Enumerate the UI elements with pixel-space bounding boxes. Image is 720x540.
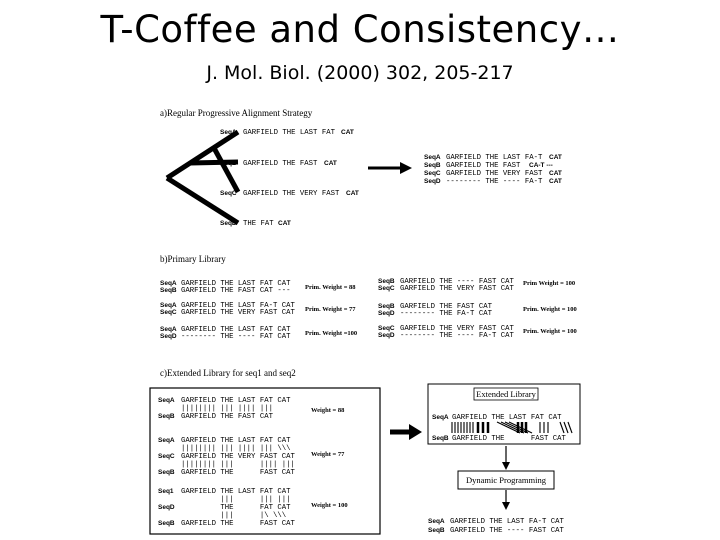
tree-seq-text: GARFIELD THE VERY FAST [243, 190, 340, 198]
match-bars: |||||||| ||| |||| ||| [181, 405, 273, 413]
arrow-right-icon [390, 424, 422, 440]
section-c-label: c)Extended Library for seq1 and seq2 [160, 368, 296, 378]
tree-seq-cat: CAT [346, 190, 359, 197]
match-bars: ||| |\ \\\ [181, 512, 287, 520]
pair-seq-text: GARFIELD THE FAST CAT --- [181, 287, 291, 295]
tree-seq-name: SeqC [220, 190, 237, 197]
ext-seq-text: GARFIELD THE FAST CAT [181, 520, 295, 528]
pair-seq-text: -------- THE FA-T CAT [400, 310, 492, 318]
ext-seq-name: SeqB [158, 520, 175, 527]
final-seq-text: GARFIELD THE ---- FAST CAT [450, 527, 564, 535]
pair-seq-name: SeqD [378, 332, 395, 339]
arrow-down-icon [502, 490, 510, 510]
tree-seq-cat: CAT [324, 160, 337, 167]
tree-seq-name: SeqB [220, 160, 237, 167]
tree-seq-name: SeqA [220, 129, 237, 136]
ext-seq-text: GARFIELD THE LAST FAT CAT [452, 414, 562, 422]
pair-seq-text: GARFIELD THE VERY FAST CAT [400, 285, 514, 293]
match-bars: ||| ||| ||| [181, 496, 291, 504]
ext-seq-text: GARFIELD THE LAST FAT CAT [181, 437, 291, 445]
pair-seq-name: SeqA [160, 302, 177, 309]
arrow-right-icon [368, 162, 412, 174]
ext-seq-text: GARFIELD THE FAST CAT [181, 413, 273, 421]
slide-title: T-Coffee and Consistency… [100, 8, 620, 51]
prim-weight: Prim. Weight =100 [305, 330, 358, 337]
ext-seq-name: SeqC [158, 453, 175, 460]
pair-seq-text: GARFIELD THE LAST FAT CAT [181, 326, 291, 334]
ext-seq-name: SeqB [432, 435, 449, 442]
ext-seq-name: SeqB [158, 469, 175, 476]
pair-seq-name: SeqA [160, 326, 177, 333]
weighted-links [452, 422, 572, 433]
final-alignment [428, 518, 564, 535]
pair-seq-name: SeqC [378, 285, 395, 292]
pair-seq-text: -------- THE ---- FAT CAT [181, 333, 291, 341]
ext-seq-text: THE FAT CAT [181, 504, 291, 512]
ext-seq-text: GARFIELD THE LAST FAT CAT [181, 488, 291, 496]
tree-seq-name: SeqD [220, 220, 237, 227]
result-seq-text: GARFIELD THE FAST [446, 162, 521, 170]
pair-seq-text: GARFIELD THE VERY FAST CAT [400, 325, 514, 333]
tree-seq-text: THE FAT [243, 220, 274, 228]
pair-seq-text: -------- THE ---- FA-T CAT [400, 332, 514, 340]
prim-weight: Prim. Weight = 88 [305, 284, 356, 291]
ext-seq-name: SeqB [158, 413, 175, 420]
ext-weight: Weight = 100 [311, 502, 348, 509]
pair-seq-name: SeqD [378, 310, 395, 317]
match-bars: |||||||| ||| |||| ||| \\\ [181, 445, 291, 453]
tree-seq-cat: CAT [278, 220, 291, 227]
guide-tree [167, 132, 238, 223]
result-seq-name: SeqB [424, 162, 441, 169]
ext-seq-text: GARFIELD THE FAST CAT [181, 469, 295, 477]
pair-seq-name: SeqB [378, 278, 395, 285]
result-seq-cat: CAT [549, 154, 562, 161]
section-b-label: b)Primary Library [160, 254, 226, 264]
pair-seq-text: GARFIELD THE ---- FAST CAT [400, 278, 514, 286]
ext-seq-name: SeqD [158, 504, 175, 511]
prim-weight: Prim. Weight = 100 [523, 306, 577, 313]
ext-seq-text: GARFIELD THE LAST FAT CAT [181, 397, 291, 405]
progressive-alignment-result [424, 154, 562, 186]
primary-library-right [378, 278, 577, 340]
pair-seq-text: GARFIELD THE FAST CAT [400, 303, 492, 311]
final-seq-name: SeqB [428, 527, 445, 534]
pair-seq-name: SeqC [378, 325, 395, 332]
result-seq-cat: CAT [549, 170, 562, 177]
extended-library-groups [158, 397, 348, 528]
extended-library-title: Extended Library [476, 389, 536, 399]
primary-library-left [160, 280, 357, 341]
tree-sequences [220, 129, 359, 228]
pair-seq-name: SeqB [160, 287, 177, 294]
section-a-label: a)Regular Progressive Alignment Strategy [160, 108, 313, 118]
ext-seq-name: SeqA [158, 437, 175, 444]
final-seq-text: GARFIELD THE LAST FA-T CAT [450, 518, 564, 526]
prim-weight: Prim. Weight = 100 [523, 328, 577, 335]
ext-seq-name: SeqA [432, 414, 449, 421]
result-seq-name: SeqC [424, 170, 441, 177]
prim-weight: Prim. Weight = 77 [305, 306, 356, 313]
pair-seq-text: GARFIELD THE LAST FA-T CAT [181, 302, 295, 310]
tree-seq-text: GARFIELD THE LAST FAT [243, 129, 335, 137]
ext-seq-name: SeqA [158, 397, 175, 404]
ext-weight: Weight = 77 [311, 451, 345, 458]
pair-seq-name: SeqC [160, 309, 177, 316]
prim-weight: Prim Weight = 100 [523, 280, 576, 287]
tree-seq-cat: CAT [341, 129, 354, 136]
arrow-down-icon [502, 446, 510, 470]
result-seq-text: -------- THE ---- FA-T [446, 178, 543, 186]
tree-seq-text: GARFIELD THE FAST [243, 160, 318, 168]
ext-seq-name: Seq1 [158, 488, 174, 495]
pair-seq-name: SeqD [160, 333, 177, 340]
pair-seq-name: SeqA [160, 280, 177, 287]
final-seq-name: SeqA [428, 518, 445, 525]
citation-subtitle: J. Mol. Biol. (2000) 302, 205-217 [206, 62, 514, 84]
result-seq-cat: CAT [549, 178, 562, 185]
result-seq-cat: CA-T --- [529, 162, 553, 169]
match-bars: |||||||| ||| |||| ||| [181, 461, 295, 469]
pair-seq-text: GARFIELD THE LAST FAT CAT [181, 280, 291, 288]
result-seq-name: SeqA [424, 154, 441, 161]
result-seq-text: GARFIELD THE LAST FA-T [446, 154, 543, 162]
ext-seq-text: GARFIELD THE VERY FAST CAT [181, 453, 295, 461]
pair-seq-name: SeqB [378, 303, 395, 310]
result-seq-name: SeqD [424, 178, 441, 185]
pair-seq-text: GARFIELD THE VERY FAST CAT [181, 309, 295, 317]
ext-weight: Weight = 88 [311, 407, 345, 414]
result-seq-text: GARFIELD THE VERY FAST [446, 170, 543, 178]
dynamic-programming-label: Dynamic Programming [465, 475, 547, 485]
ext-seq-text: GARFIELD THE FAST CAT [452, 435, 566, 443]
